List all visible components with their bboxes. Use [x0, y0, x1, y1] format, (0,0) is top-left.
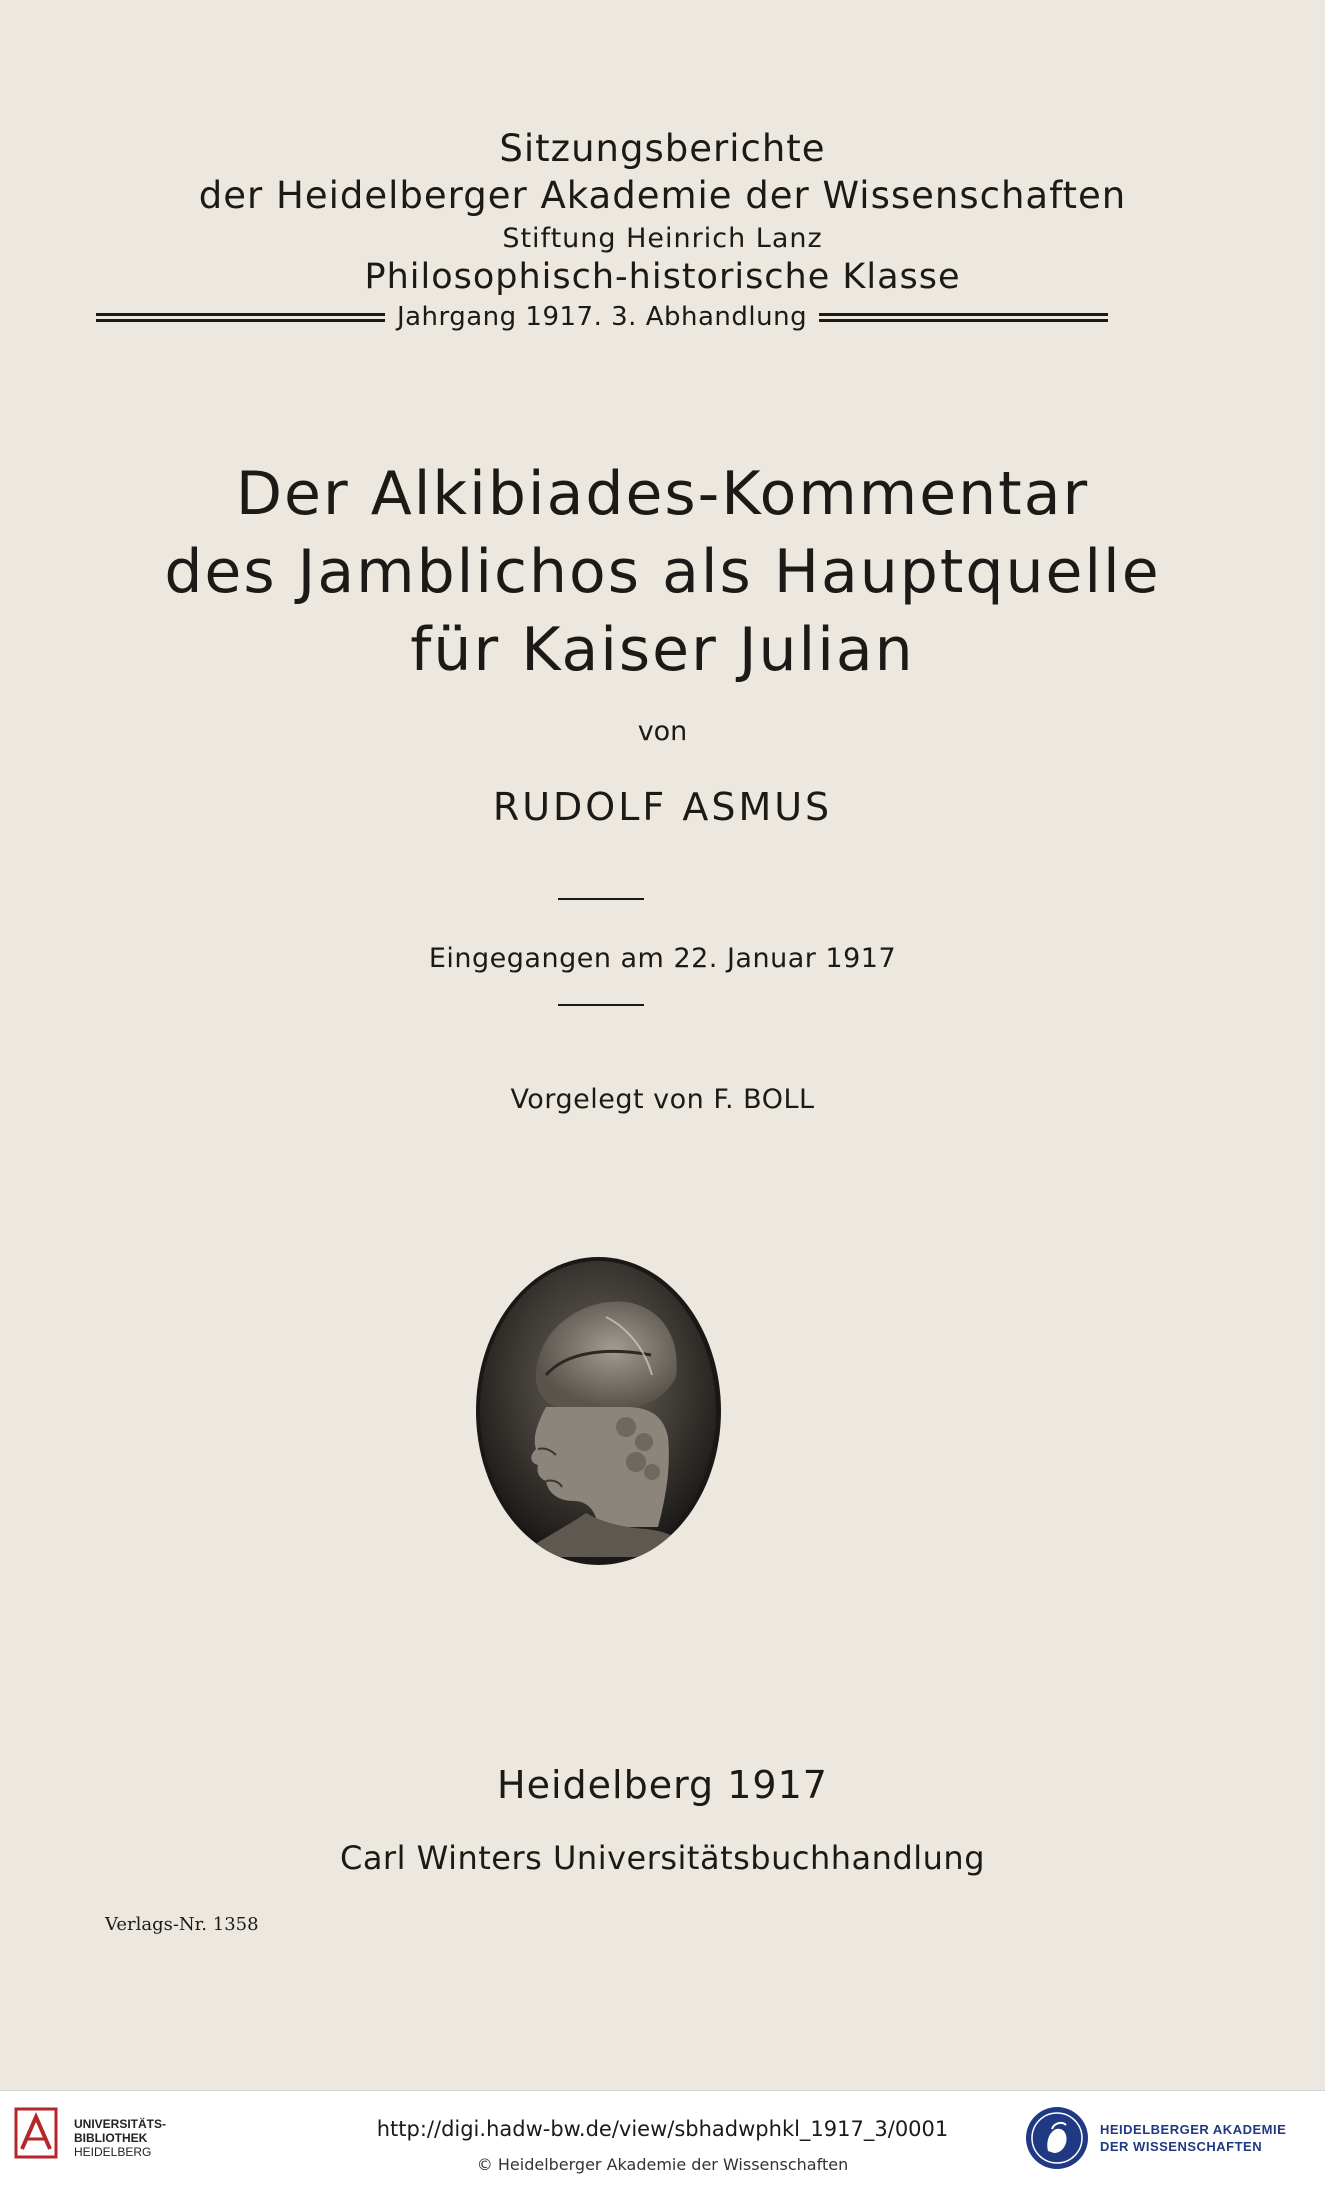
received-date: Eingegangen am 22. Januar 1917	[428, 943, 897, 974]
hadw-label-line-1: HEIDELBERGER AKADEMIE	[1100, 2122, 1287, 2137]
digital-library-footer	[0, 2090, 1325, 2186]
ub-label-line-1: UNIVERSITÄTS-	[74, 2117, 167, 2131]
publisher-city-year: Heidelberg 1917	[497, 1763, 828, 1807]
foundation-name: Stiftung Heinrich Lanz	[502, 223, 823, 254]
hadw-label	[1100, 2121, 1286, 2155]
permalink-url[interactable]: http://digi.hadw-bw.de/view/sbhadwphkl_1917_3/0001	[376, 2117, 949, 2141]
hadw-seal-logo-icon	[1024, 2105, 1090, 2171]
athena-portrait-image	[476, 1257, 721, 1565]
athena-cameo-medallion	[476, 1257, 721, 1565]
volume-label: Jahrgang 1917. 3. Abhandlung	[396, 302, 808, 332]
author-name: RUDOLF ASMUS	[492, 785, 833, 829]
presented-by: Vorgelegt von F. BOLL	[510, 1084, 815, 1115]
publisher-name: Carl Winters Universitätsbuchhandlung	[339, 1839, 986, 1877]
double-rule-left	[96, 313, 385, 322]
double-rule-right	[819, 313, 1108, 322]
copyright-notice: © Heidelberger Akademie der Wissenschaften	[476, 2155, 849, 2174]
title-line-3: für Kaiser Julian	[410, 615, 915, 685]
ub-label-line-2: BIBLIOTHEK	[74, 2131, 148, 2145]
byline-von: von	[637, 716, 688, 747]
divider-rule-2	[558, 1004, 644, 1006]
academy-name: der Heidelberger Akademie der Wissenschaften	[198, 174, 1127, 217]
volume-rule-row	[96, 302, 1108, 332]
series-title: Sitzungsberichte	[499, 127, 826, 170]
title-line-2: des Jamblichos als Hauptquelle	[164, 537, 1161, 607]
title-line-1: Der Alkibiades-Kommentar	[235, 459, 1090, 529]
ub-label-line-3: HEIDELBERG	[74, 2145, 152, 2159]
divider-rule-1	[558, 898, 644, 900]
verlag-number: Verlags-Nr. 1358	[105, 1914, 259, 1935]
class-name: Philosophisch-historische Klasse	[364, 257, 961, 297]
hadw-label-line-2: DER WISSENSCHAFTEN	[1100, 2139, 1263, 2154]
